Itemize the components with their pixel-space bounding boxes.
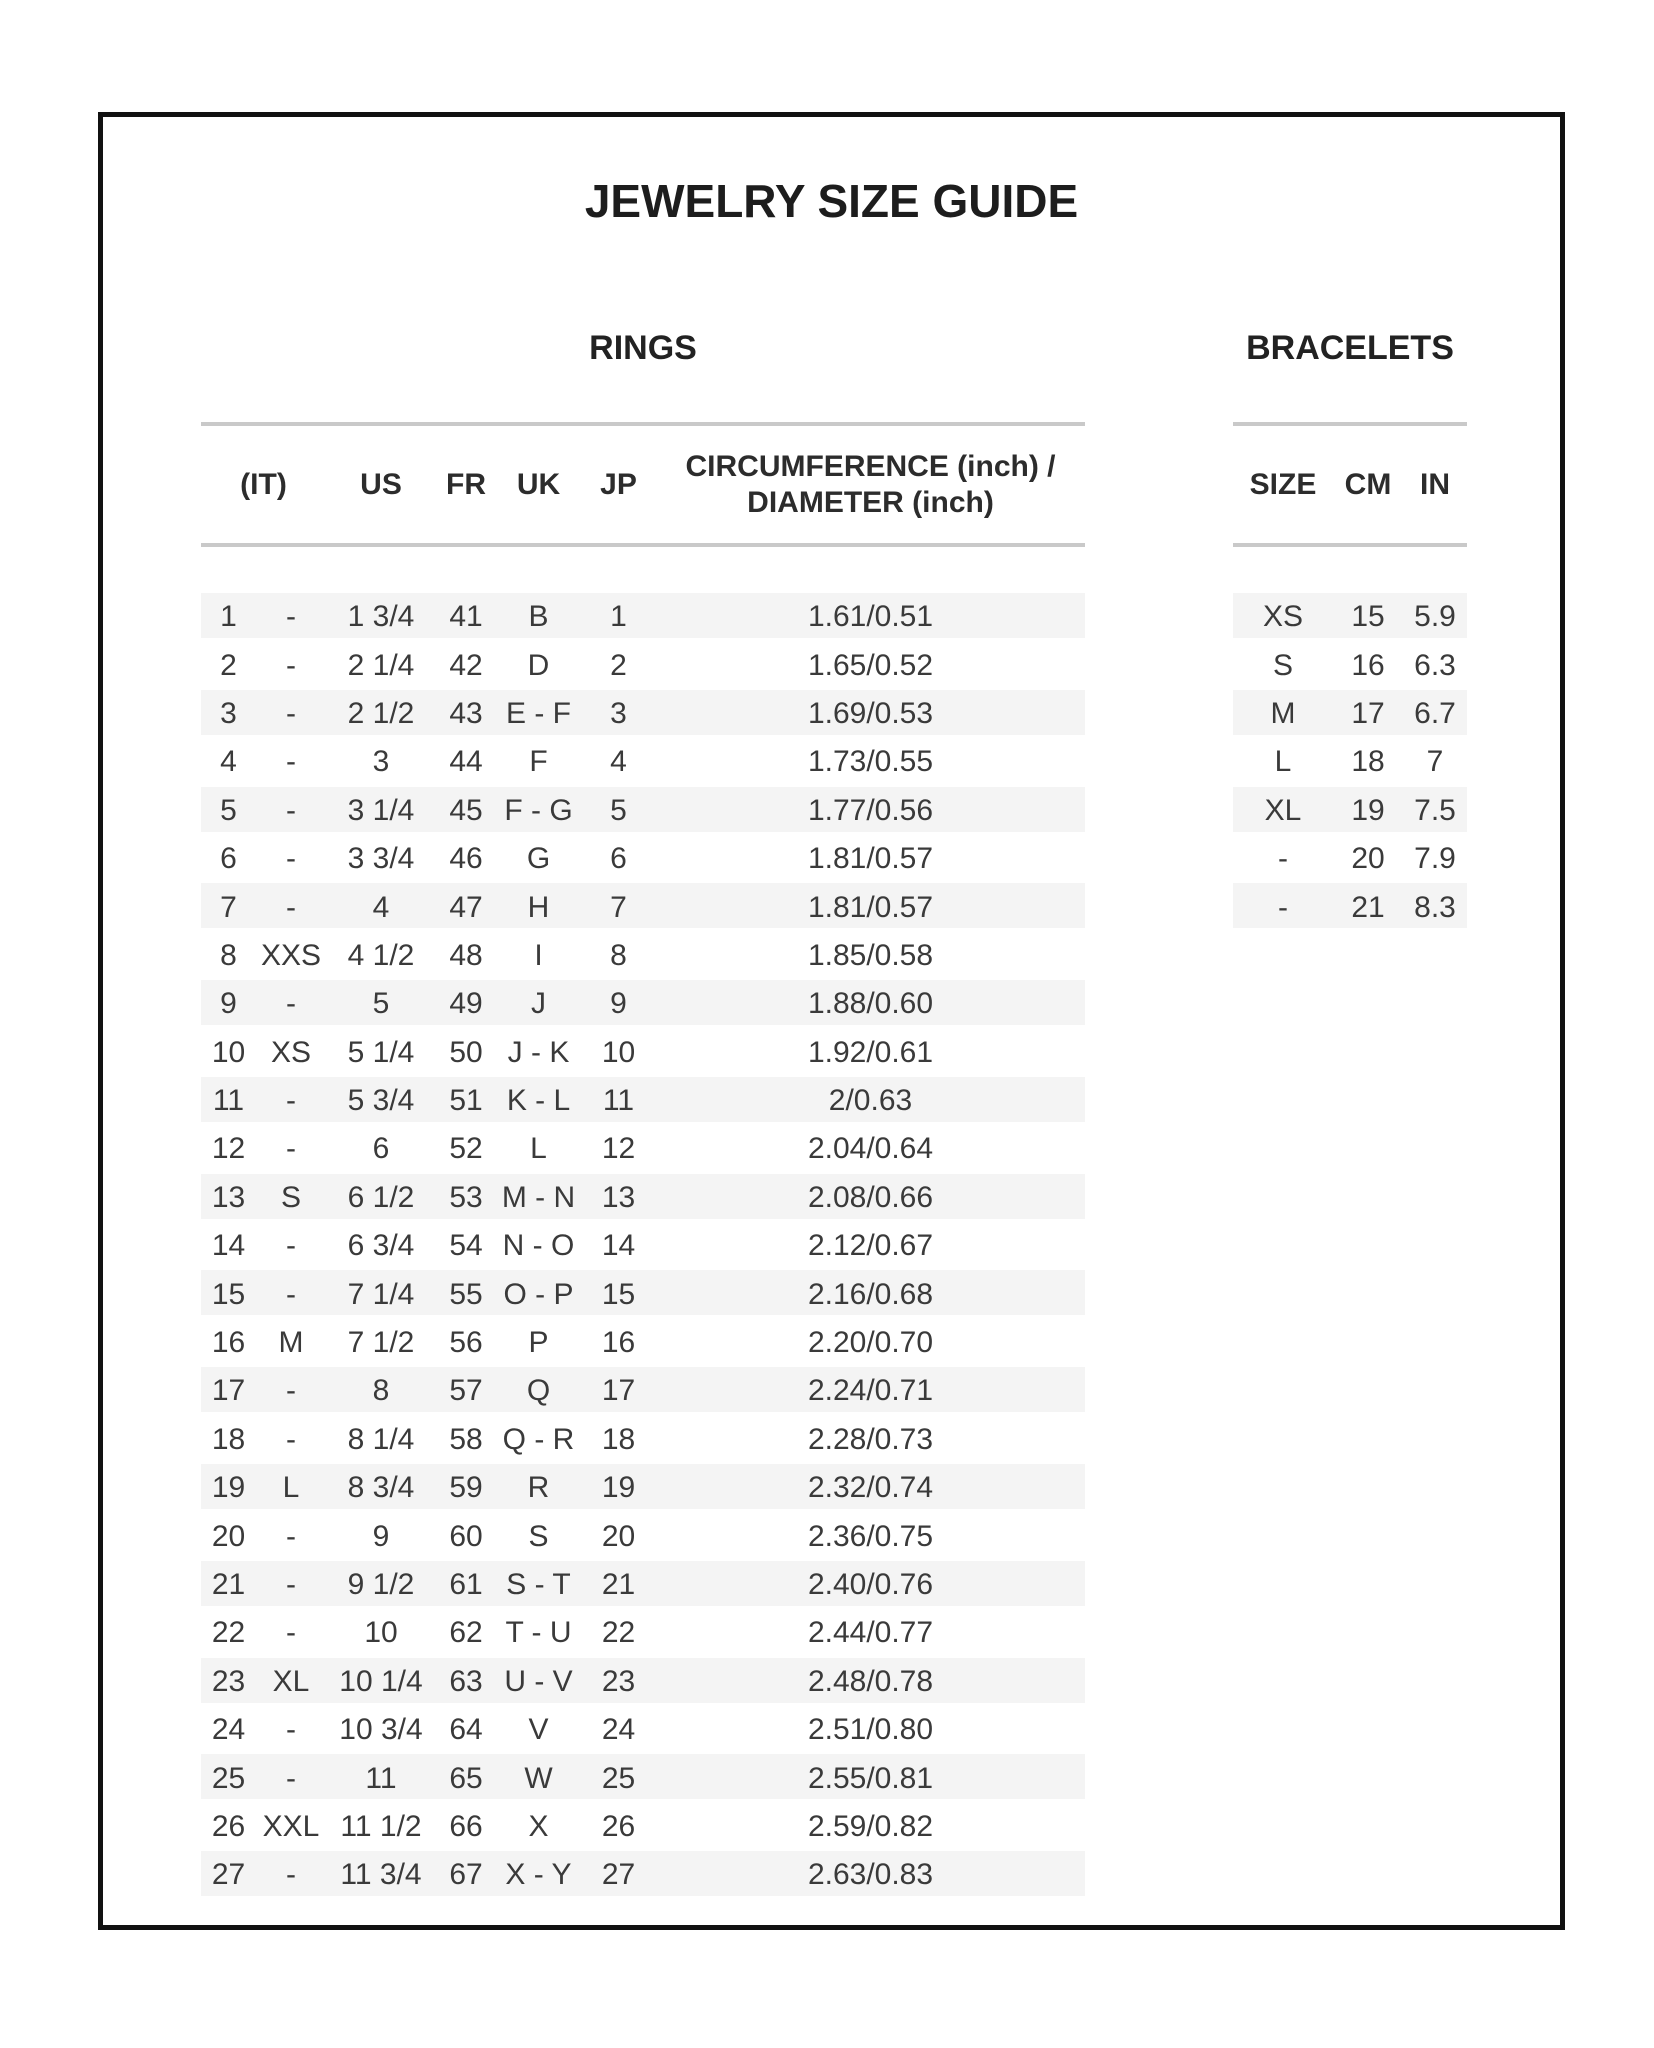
cell-us-size: 9 bbox=[372, 1519, 390, 1553]
rings-table-row bbox=[201, 883, 1085, 931]
rings-table-row bbox=[201, 1754, 1085, 1802]
cell-it-size: 14 bbox=[211, 1229, 246, 1263]
bracelets-table-body bbox=[1233, 593, 1467, 932]
cell-intl-size: - bbox=[286, 1568, 296, 1601]
rings-table-row bbox=[201, 1416, 1085, 1464]
cell-circumference-diameter: 2.48/0.78 bbox=[807, 1664, 934, 1698]
cell-jp-size: 18 bbox=[601, 1422, 636, 1456]
cell-bracelet-in: 8.3 bbox=[1414, 890, 1456, 924]
cell-fr-size: 52 bbox=[449, 1132, 483, 1166]
cell-jp-size: 9 bbox=[610, 987, 627, 1021]
cell-bracelet-cm: 19 bbox=[1351, 793, 1385, 827]
rings-table-row bbox=[201, 1561, 1085, 1609]
cell-uk-size: Q - R bbox=[502, 1422, 575, 1456]
cell-it-size: 9 bbox=[220, 987, 237, 1021]
cell-it-size: 20 bbox=[211, 1519, 246, 1553]
rings-table-row bbox=[201, 641, 1085, 689]
rings-col-uk: UK bbox=[516, 467, 561, 501]
cell-intl-size: - bbox=[286, 1761, 296, 1795]
page-title: JEWELRY SIZE GUIDE bbox=[584, 175, 1079, 227]
cell-bracelet-in: 7.9 bbox=[1414, 842, 1456, 876]
cell-fr-size: 44 bbox=[449, 745, 483, 779]
cell-uk-size: J - K bbox=[507, 1035, 570, 1069]
cell-circumference-diameter: 2.28/0.73 bbox=[807, 1422, 934, 1456]
cell-fr-size: 56 bbox=[449, 1326, 483, 1360]
cell-intl-size: - bbox=[286, 648, 296, 682]
cell-uk-size: Q bbox=[526, 1374, 551, 1408]
cell-jp-size: 23 bbox=[601, 1664, 636, 1698]
cell-uk-size: I bbox=[534, 938, 543, 972]
cell-it-size: 6 bbox=[220, 842, 237, 876]
cell-uk-size: L bbox=[530, 1132, 547, 1166]
rings-table-row bbox=[201, 1706, 1085, 1754]
bracelets-table-row bbox=[1233, 835, 1467, 883]
cell-us-size: 4 1/2 bbox=[347, 938, 415, 972]
cell-jp-size: 17 bbox=[601, 1374, 636, 1408]
cell-us-size: 2 1/2 bbox=[347, 696, 415, 730]
cell-uk-size: N - O bbox=[502, 1229, 575, 1263]
rings-table-row bbox=[201, 1609, 1085, 1657]
cell-jp-size: 25 bbox=[601, 1761, 636, 1795]
cell-uk-size: H bbox=[527, 890, 550, 924]
cell-us-size: 7 1/2 bbox=[347, 1326, 415, 1360]
cell-intl-size: XXL bbox=[262, 1809, 320, 1843]
cell-it-size: 2 bbox=[220, 648, 237, 682]
cell-intl-size: - bbox=[286, 600, 296, 634]
cell-it-size: 24 bbox=[211, 1713, 246, 1747]
cell-uk-size: T - U bbox=[505, 1616, 572, 1650]
cell-circumference-diameter: 1.77/0.56 bbox=[807, 793, 934, 827]
rings-table-row bbox=[201, 1125, 1085, 1173]
cell-circumference-diameter: 1.61/0.51 bbox=[807, 600, 934, 634]
cell-intl-size: - bbox=[286, 1084, 296, 1118]
cell-us-size: 7 1/4 bbox=[347, 1277, 415, 1311]
cell-us-size: 8 bbox=[372, 1374, 390, 1408]
cell-fr-size: 51 bbox=[449, 1084, 483, 1118]
cell-circumference-diameter: 2.12/0.67 bbox=[807, 1229, 934, 1263]
cell-jp-size: 8 bbox=[610, 938, 627, 972]
cell-bracelet-cm: 21 bbox=[1351, 890, 1385, 924]
cell-jp-size: 16 bbox=[601, 1326, 636, 1360]
rings-table-row bbox=[201, 1029, 1085, 1077]
cell-circumference-diameter: 1.73/0.55 bbox=[807, 745, 934, 779]
cell-circumference-diameter: 2.24/0.71 bbox=[807, 1374, 934, 1408]
cell-uk-size: U - V bbox=[504, 1664, 573, 1698]
cell-us-size: 3 bbox=[372, 745, 390, 779]
cell-fr-size: 60 bbox=[449, 1519, 483, 1553]
rings-table-row bbox=[201, 1464, 1085, 1512]
rings-table-row bbox=[201, 1367, 1085, 1415]
cell-us-size: 6 bbox=[372, 1132, 390, 1166]
cell-jp-size: 2 bbox=[610, 648, 627, 682]
cell-uk-size: X - Y bbox=[505, 1858, 572, 1892]
cell-bracelet-size: S bbox=[1272, 648, 1293, 682]
cell-intl-size: - bbox=[286, 1374, 296, 1408]
cell-it-size: 23 bbox=[211, 1664, 246, 1698]
rings-table-row bbox=[201, 1512, 1085, 1560]
cell-circumference-diameter: 2.20/0.70 bbox=[807, 1326, 934, 1360]
cell-uk-size: K - L bbox=[506, 1084, 571, 1118]
rings-table-row bbox=[201, 932, 1085, 980]
cell-bracelet-cm: 17 bbox=[1351, 696, 1385, 730]
cell-circumference-diameter: 1.65/0.52 bbox=[807, 648, 934, 682]
cell-bracelet-in: 6.3 bbox=[1414, 648, 1456, 682]
rings-col-circumference bbox=[656, 449, 1085, 521]
cell-it-size: 11 bbox=[212, 1084, 245, 1118]
bracelets-table-row bbox=[1233, 690, 1467, 738]
cell-it-size: 25 bbox=[211, 1761, 246, 1795]
cell-us-size: 5 1/4 bbox=[347, 1035, 415, 1069]
rings-table-row bbox=[201, 787, 1085, 835]
rings-table-row bbox=[201, 1222, 1085, 1270]
cell-it-size: 3 bbox=[220, 696, 237, 730]
cell-jp-size: 1 bbox=[610, 600, 627, 634]
rings-table-row bbox=[201, 1077, 1085, 1125]
cell-us-size: 5 bbox=[372, 987, 390, 1021]
cell-fr-size: 59 bbox=[449, 1471, 483, 1505]
cell-bracelet-size: XS bbox=[1262, 600, 1304, 634]
cell-intl-size: - bbox=[286, 793, 296, 827]
rings-table-row bbox=[201, 1319, 1085, 1367]
cell-jp-size: 22 bbox=[601, 1616, 636, 1650]
bracelets-col-cm: CM bbox=[1344, 467, 1392, 501]
cell-it-size: 21 bbox=[211, 1568, 246, 1601]
cell-fr-size: 46 bbox=[449, 842, 483, 876]
bracelets-table-row bbox=[1233, 787, 1467, 835]
cell-uk-size: F bbox=[529, 745, 548, 779]
cell-circumference-diameter: 2.04/0.64 bbox=[807, 1132, 934, 1166]
cell-intl-size: - bbox=[286, 745, 296, 779]
cell-us-size: 3 3/4 bbox=[347, 842, 415, 876]
cell-intl-size: L bbox=[282, 1471, 300, 1505]
cell-circumference-diameter: 2.59/0.82 bbox=[807, 1809, 934, 1843]
cell-jp-size: 14 bbox=[601, 1229, 636, 1263]
cell-jp-size: 11 bbox=[602, 1084, 635, 1118]
cell-intl-size: - bbox=[286, 1616, 296, 1650]
cell-uk-size: P bbox=[528, 1326, 549, 1360]
cell-it-size: 1 bbox=[220, 600, 237, 634]
rings-table-row bbox=[201, 690, 1085, 738]
cell-intl-size: S bbox=[280, 1180, 301, 1214]
rings-table-row bbox=[201, 835, 1085, 883]
cell-it-size: 18 bbox=[211, 1422, 246, 1456]
cell-intl-size: - bbox=[286, 1277, 296, 1311]
cell-fr-size: 50 bbox=[449, 1035, 483, 1069]
cell-jp-size: 13 bbox=[601, 1180, 636, 1214]
cell-circumference-diameter: 1.69/0.53 bbox=[807, 696, 934, 730]
cell-circumference-diameter: 1.88/0.60 bbox=[807, 987, 934, 1021]
cell-intl-size: - bbox=[286, 987, 296, 1021]
cell-circumference-diameter: 2.51/0.80 bbox=[807, 1713, 934, 1747]
cell-bracelet-size: L bbox=[1274, 745, 1292, 779]
cell-uk-size: R bbox=[527, 1471, 550, 1505]
cell-circumference-diameter: 2.40/0.76 bbox=[807, 1568, 934, 1601]
cell-uk-size: B bbox=[528, 600, 549, 634]
cell-us-size: 2 1/4 bbox=[347, 648, 415, 682]
cell-bracelet-size: XL bbox=[1264, 793, 1302, 827]
cell-bracelet-in: 7.5 bbox=[1414, 793, 1456, 827]
cell-us-size: 8 1/4 bbox=[347, 1422, 415, 1456]
cell-circumference-diameter: 2.44/0.77 bbox=[807, 1616, 934, 1650]
cell-us-size: 3 1/4 bbox=[347, 793, 415, 827]
cell-fr-size: 67 bbox=[449, 1858, 483, 1892]
cell-uk-size: D bbox=[527, 648, 550, 682]
cell-it-size: 8 bbox=[220, 938, 237, 972]
cell-intl-size: XXS bbox=[260, 938, 322, 972]
rings-col-circumference-line2: DIAMETER (inch) bbox=[747, 485, 994, 519]
cell-bracelet-in: 6.7 bbox=[1414, 696, 1456, 730]
cell-us-size: 10 3/4 bbox=[339, 1713, 423, 1747]
rings-table-row bbox=[201, 1270, 1085, 1318]
cell-circumference-diameter: 2.16/0.68 bbox=[807, 1277, 934, 1311]
cell-uk-size: J bbox=[531, 987, 546, 1021]
cell-bracelet-in: 5.9 bbox=[1414, 600, 1456, 634]
rings-table-header bbox=[201, 426, 1085, 543]
cell-uk-size: X bbox=[528, 1809, 549, 1843]
cell-fr-size: 48 bbox=[449, 938, 483, 972]
cell-intl-size: XL bbox=[272, 1664, 310, 1698]
cell-it-size: 26 bbox=[211, 1809, 246, 1843]
rings-table-body bbox=[201, 593, 1085, 1900]
cell-circumference-diameter: 2.36/0.75 bbox=[807, 1519, 934, 1553]
cell-uk-size: S - T bbox=[506, 1568, 571, 1601]
cell-it-size: 10 bbox=[211, 1035, 246, 1069]
cell-us-size: 5 3/4 bbox=[347, 1084, 415, 1118]
cell-jp-size: 12 bbox=[601, 1132, 636, 1166]
cell-circumference-diameter: 1.81/0.57 bbox=[807, 890, 934, 924]
cell-intl-size: - bbox=[286, 696, 296, 730]
cell-it-size: 13 bbox=[211, 1180, 246, 1214]
cell-fr-size: 55 bbox=[449, 1277, 483, 1311]
rings-col-it: (IT) bbox=[240, 467, 287, 501]
cell-it-size: 15 bbox=[211, 1277, 246, 1311]
cell-us-size: 11 3/4 bbox=[340, 1858, 422, 1892]
cell-fr-size: 43 bbox=[449, 696, 483, 730]
cell-circumference-diameter: 1.81/0.57 bbox=[807, 842, 934, 876]
rings-col-fr: FR bbox=[446, 467, 486, 501]
cell-jp-size: 21 bbox=[601, 1568, 636, 1601]
cell-intl-size: - bbox=[286, 1422, 296, 1456]
bracelets-section-title: BRACELETS bbox=[1246, 329, 1454, 367]
bracelets-table-row bbox=[1233, 738, 1467, 786]
cell-uk-size: G bbox=[526, 842, 551, 876]
cell-jp-size: 3 bbox=[610, 696, 627, 730]
cell-circumference-diameter: 1.85/0.58 bbox=[807, 938, 934, 972]
cell-fr-size: 63 bbox=[449, 1664, 483, 1698]
rings-table-row bbox=[201, 980, 1085, 1028]
rings-section-title: RINGS bbox=[589, 329, 697, 367]
cell-circumference-diameter: 2/0.63 bbox=[828, 1084, 913, 1118]
cell-jp-size: 24 bbox=[601, 1713, 636, 1747]
cell-us-size: 6 1/2 bbox=[347, 1180, 415, 1214]
cell-us-size: 10 1/4 bbox=[339, 1664, 423, 1698]
bracelets-table-row bbox=[1233, 883, 1467, 931]
cell-fr-size: 47 bbox=[449, 890, 483, 924]
cell-jp-size: 27 bbox=[601, 1858, 636, 1892]
cell-it-size: 16 bbox=[211, 1326, 246, 1360]
cell-bracelet-in: 7 bbox=[1426, 745, 1444, 779]
rings-col-jp: JP bbox=[600, 467, 637, 501]
cell-fr-size: 61 bbox=[449, 1568, 483, 1601]
cell-uk-size: F - G bbox=[504, 793, 573, 827]
cell-us-size: 4 bbox=[372, 890, 390, 924]
rings-table-row bbox=[201, 1851, 1085, 1899]
cell-uk-size: M - N bbox=[501, 1180, 576, 1214]
rings-table-row bbox=[201, 1174, 1085, 1222]
cell-jp-size: 15 bbox=[601, 1277, 636, 1311]
cell-circumference-diameter: 2.55/0.81 bbox=[807, 1761, 934, 1795]
cell-us-size: 1 3/4 bbox=[347, 600, 415, 634]
cell-uk-size: O - P bbox=[503, 1277, 574, 1311]
bracelets-header-bottom-rule bbox=[1233, 543, 1467, 547]
cell-bracelet-size: - bbox=[1278, 890, 1288, 924]
cell-fr-size: 49 bbox=[449, 987, 483, 1021]
cell-it-size: 7 bbox=[220, 890, 237, 924]
cell-it-size: 12 bbox=[211, 1132, 246, 1166]
cell-jp-size: 6 bbox=[610, 842, 627, 876]
cell-us-size: 11 1/2 bbox=[340, 1809, 422, 1843]
cell-circumference-diameter: 2.32/0.74 bbox=[807, 1471, 934, 1505]
bracelets-table-row bbox=[1233, 593, 1467, 641]
cell-intl-size: M bbox=[278, 1326, 304, 1360]
rings-table-row bbox=[201, 1658, 1085, 1706]
cell-jp-size: 26 bbox=[601, 1809, 636, 1843]
cell-it-size: 4 bbox=[220, 745, 237, 779]
cell-fr-size: 42 bbox=[449, 648, 483, 682]
cell-uk-size: S bbox=[528, 1519, 549, 1553]
cell-fr-size: 65 bbox=[449, 1761, 483, 1795]
cell-circumference-diameter: 2.63/0.83 bbox=[807, 1858, 934, 1892]
rings-col-circumference-line1: CIRCUMFERENCE (inch) / bbox=[685, 449, 1056, 483]
bracelets-col-in: IN bbox=[1420, 467, 1450, 501]
cell-jp-size: 5 bbox=[610, 793, 627, 827]
bracelets-table-header bbox=[1233, 426, 1467, 543]
cell-it-size: 5 bbox=[220, 793, 237, 827]
cell-uk-size: V bbox=[528, 1713, 549, 1747]
cell-jp-size: 19 bbox=[601, 1471, 636, 1505]
cell-bracelet-cm: 20 bbox=[1351, 842, 1385, 876]
cell-fr-size: 57 bbox=[449, 1374, 483, 1408]
cell-it-size: 27 bbox=[211, 1858, 246, 1892]
cell-circumference-diameter: 1.92/0.61 bbox=[807, 1035, 934, 1069]
cell-us-size: 6 3/4 bbox=[347, 1229, 415, 1263]
cell-circumference-diameter: 2.08/0.66 bbox=[807, 1180, 934, 1214]
cell-fr-size: 62 bbox=[449, 1616, 483, 1650]
cell-fr-size: 64 bbox=[449, 1713, 483, 1747]
cell-fr-size: 41 bbox=[449, 600, 483, 634]
cell-us-size: 9 1/2 bbox=[347, 1568, 415, 1601]
cell-fr-size: 53 bbox=[449, 1180, 483, 1214]
rings-col-us: US bbox=[360, 467, 402, 501]
cell-us-size: 11 bbox=[365, 1761, 397, 1795]
cell-fr-size: 45 bbox=[449, 793, 483, 827]
cell-intl-size: - bbox=[286, 1229, 296, 1263]
cell-jp-size: 20 bbox=[601, 1519, 636, 1553]
cell-intl-size: - bbox=[286, 842, 296, 876]
rings-table-row bbox=[201, 738, 1085, 786]
cell-intl-size: XS bbox=[270, 1035, 312, 1069]
cell-it-size: 19 bbox=[211, 1471, 246, 1505]
cell-intl-size: - bbox=[286, 1713, 296, 1747]
cell-intl-size: - bbox=[286, 1519, 296, 1553]
cell-fr-size: 54 bbox=[449, 1229, 483, 1263]
cell-uk-size: W bbox=[524, 1761, 553, 1795]
cell-fr-size: 66 bbox=[449, 1809, 483, 1843]
cell-it-size: 22 bbox=[211, 1616, 246, 1650]
cell-us-size: 10 bbox=[364, 1616, 398, 1650]
cell-intl-size: - bbox=[286, 1132, 296, 1166]
cell-jp-size: 7 bbox=[610, 890, 627, 924]
bracelets-col-size: SIZE bbox=[1249, 467, 1317, 501]
cell-jp-size: 10 bbox=[601, 1035, 636, 1069]
cell-intl-size: - bbox=[286, 890, 296, 924]
cell-bracelet-size: - bbox=[1278, 842, 1288, 876]
page-frame bbox=[98, 112, 1565, 1930]
cell-fr-size: 58 bbox=[449, 1422, 483, 1456]
cell-bracelet-cm: 15 bbox=[1351, 600, 1385, 634]
rings-table-row bbox=[201, 1803, 1085, 1851]
cell-jp-size: 4 bbox=[610, 745, 627, 779]
bracelets-table-row bbox=[1233, 641, 1467, 689]
cell-it-size: 17 bbox=[211, 1374, 246, 1408]
cell-bracelet-size: M bbox=[1270, 696, 1296, 730]
cell-bracelet-cm: 16 bbox=[1351, 648, 1385, 682]
cell-uk-size: E - F bbox=[506, 696, 571, 730]
rings-table-row bbox=[201, 593, 1085, 641]
cell-us-size: 8 3/4 bbox=[347, 1471, 415, 1505]
cell-intl-size: - bbox=[286, 1858, 296, 1892]
rings-header-bottom-rule bbox=[201, 543, 1085, 547]
cell-bracelet-cm: 18 bbox=[1351, 745, 1385, 779]
